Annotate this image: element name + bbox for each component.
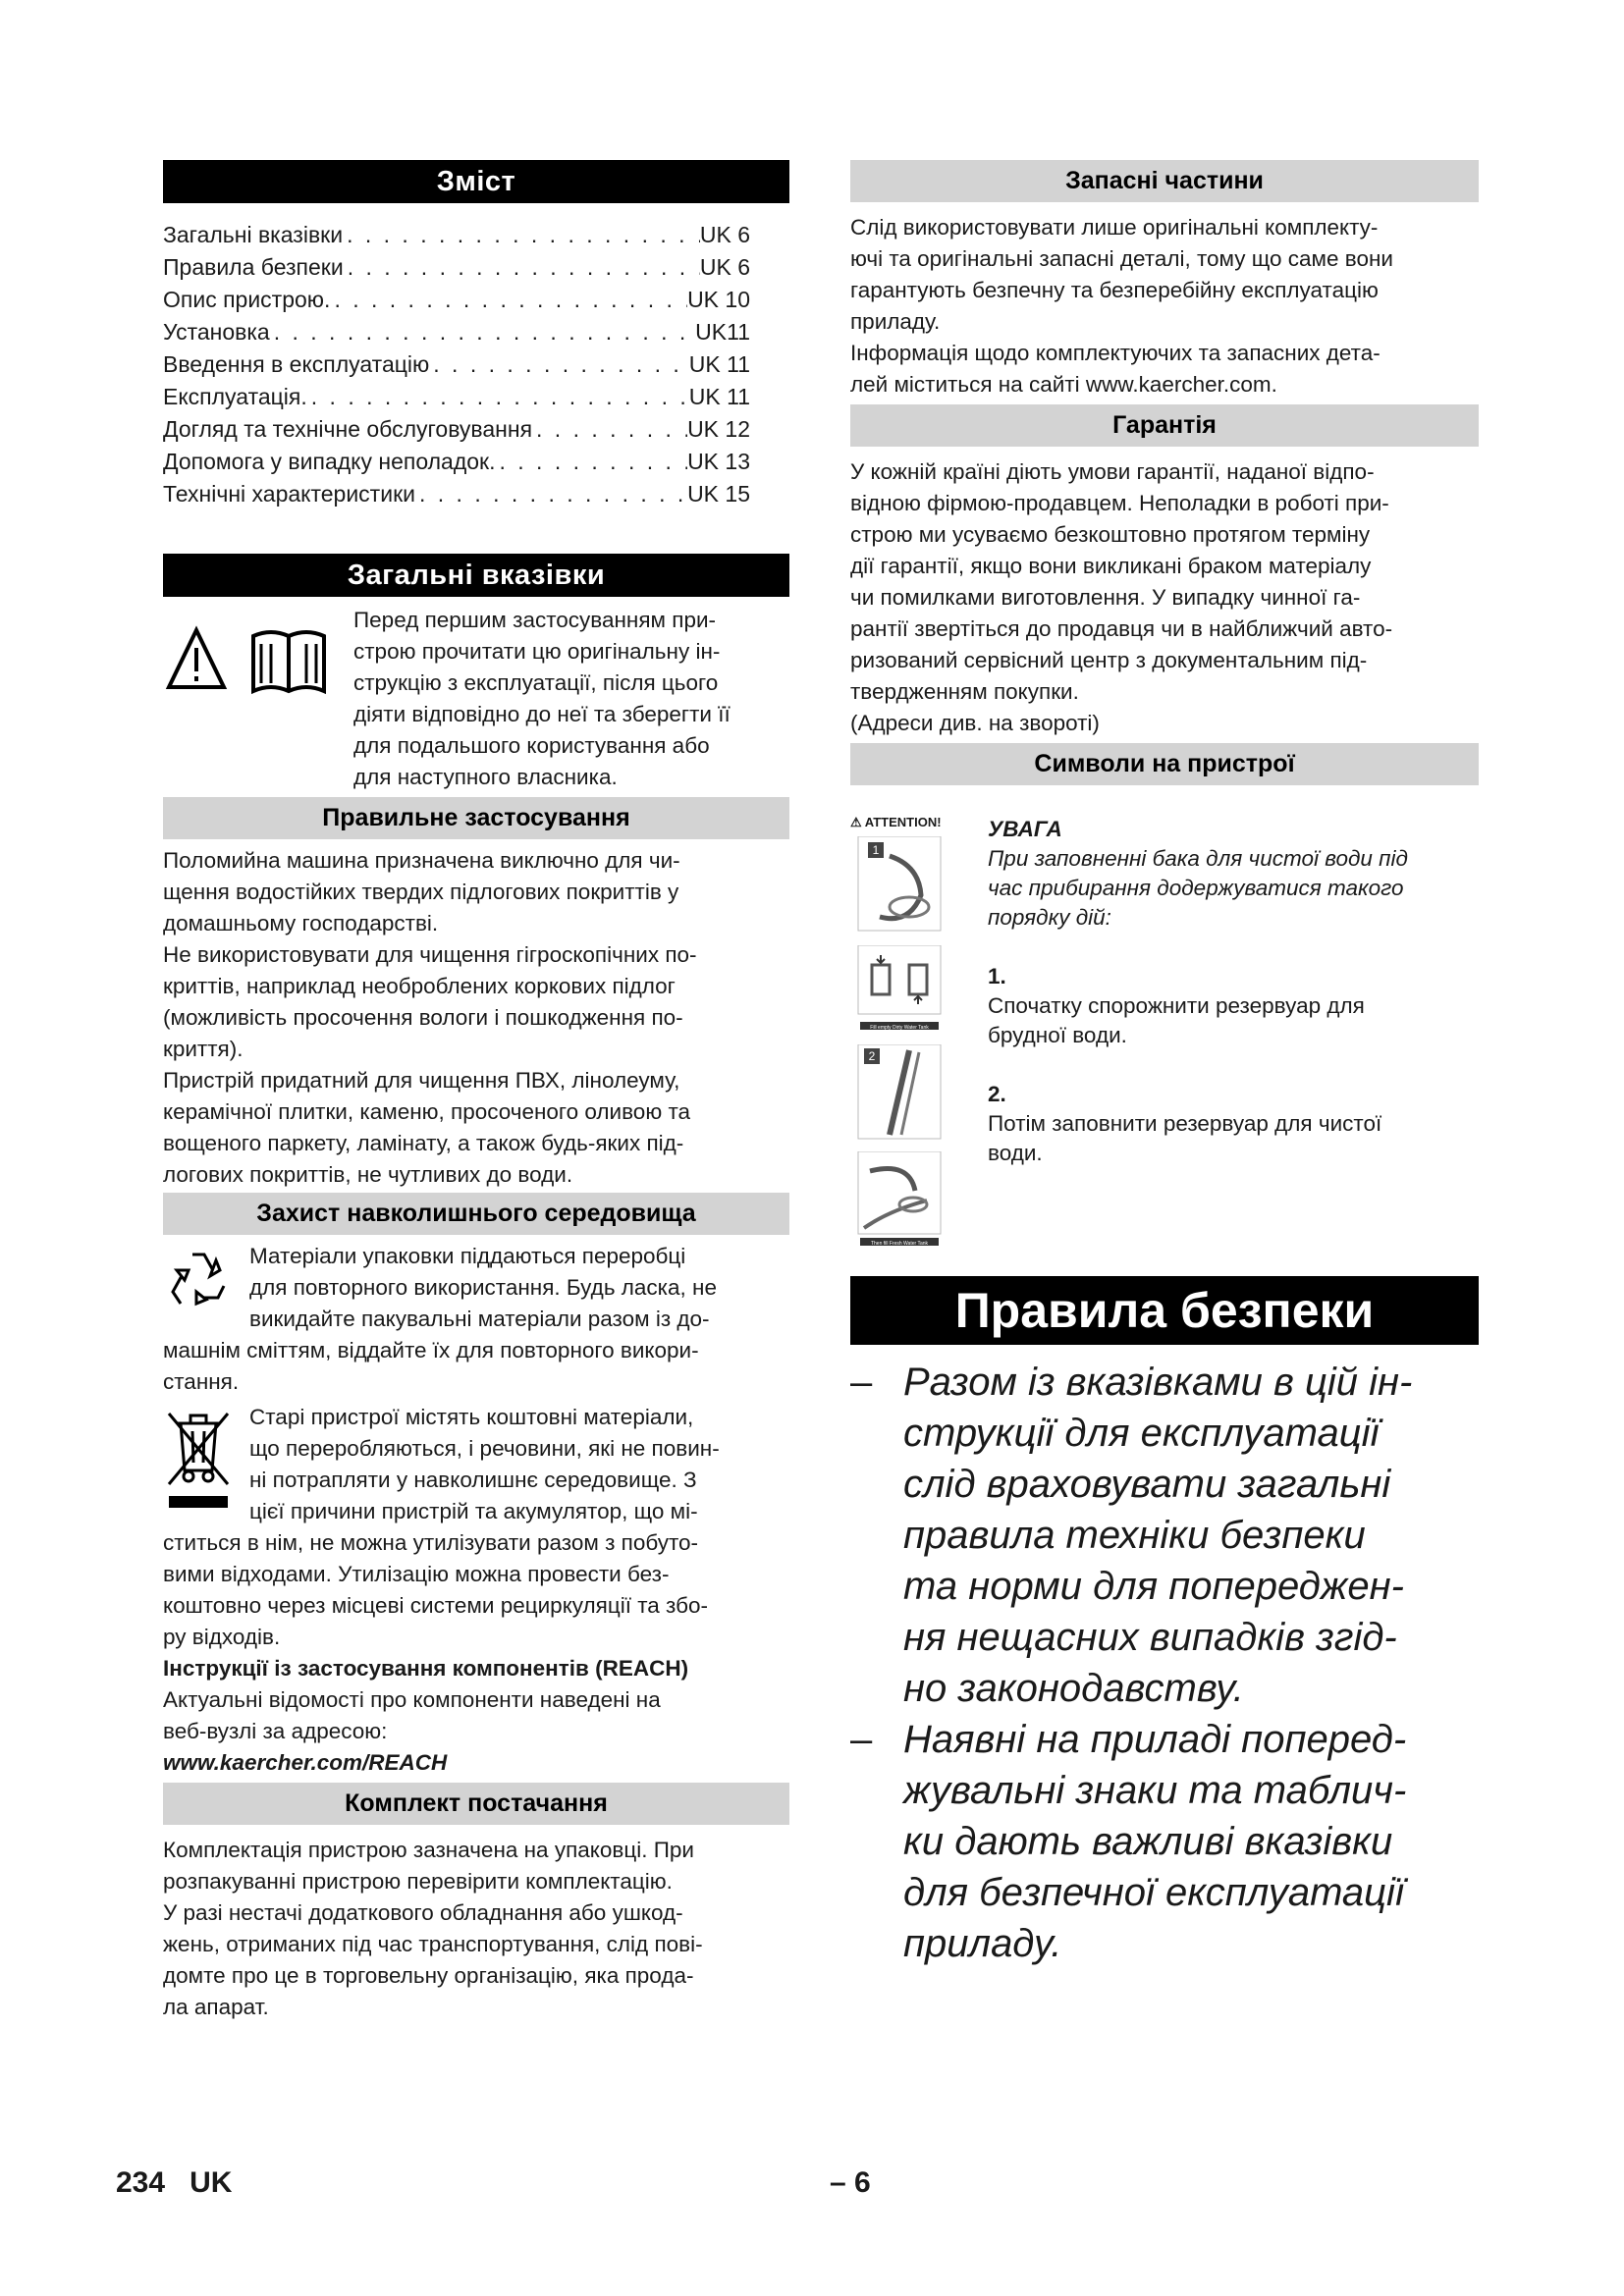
proper-use-text: Поломийна машина призначена виключно для чи- щення водостійких твердих підлогових покриттів у домашньому господарстві. Не використовувати для чищення гігроскопічних по- криттів, наприклад необроблених коркових підлог (можливість просочення вологи і пошкодження по- криття). Пристрій придатний для чищення ПВХ, лінолеуму, керамічної плитки, каменю, просоченого оливою та вощеного паркету, ламінату, а також будь-яких під- логових покриттів, не чутливих до води. xyxy=(163,848,697,1187)
toc-item[interactable]: Введення в експлуатацію . . . UK 11 xyxy=(163,348,750,381)
toc-item[interactable]: Допомога у випадку неполадок. . . . UK 13 xyxy=(163,446,750,478)
safety-list xyxy=(850,1357,1479,1969)
symbols-title: Символи на пристрої xyxy=(850,743,1479,785)
safety-item: – Наявні на приладі поперед- жувальні знаки та таблич- ки дають важливі вказівки для безпечної експлуатації приладу. xyxy=(850,1718,1407,1965)
recycle-block: Матеріали упаковки піддаються переробці для повторного використання. Будь ласка, не викидайте пакувальні матеріали разом із до- xyxy=(163,1241,789,1335)
step2-fresh-tank-image xyxy=(850,1044,948,1143)
toc-item[interactable]: Правила безпеки . . . UK 6 xyxy=(163,251,750,284)
notice-icons xyxy=(163,605,353,793)
reach-url-link[interactable]: www.kaercher.com/REACH xyxy=(163,1750,448,1775)
warning-title: УВАГА xyxy=(988,817,1062,841)
environment-title: Захист навколишнього середовища xyxy=(163,1193,789,1235)
toc-item[interactable]: Загальні вказівки . . . UK 6 xyxy=(163,219,750,251)
symbols-block xyxy=(850,815,1479,1255)
fresh-tank-fill-image xyxy=(850,1151,948,1250)
warranty-title: Гарантія xyxy=(850,404,1479,447)
symbols-text: УВАГА При заповненні бака для чистої води під час прибирання додержуватися такого порядку дій: 1. Спочатку спорожнити резервуар для брудної води. 2. Потім заповнити резервуар для чистої води. xyxy=(948,815,1479,1255)
left-column xyxy=(163,160,789,2023)
proper-use-title: Правильне застосування xyxy=(163,797,789,839)
toc-item[interactable]: Установка . . . UK11 xyxy=(163,316,750,348)
environment-text: Матеріали упаковки піддаються переробці для повторного використання. Будь ласка, не викидайте пакувальні матеріали разом із до- машнім сміттям, віддайте їх для повторного викори- стання. Старі пристрої містять коштовні матеріали, що переробляються, і речовини, які не повин- ні потрапляти у навколишнє середовище. З цієї причини пристрій та акумулятор, що мі- ститься в нім, не можна утилізувати разом з побуто- вими відходами. Утилізацію можна провести без- коштовно через місцеві системи рециркуляції та збо- ру відходів. Інструкції із застосування компонентів (REACH) Актуальні відомості про компоненти наведені на веб-вузлі за адресою: www.kaercher.com/REACH xyxy=(163,1241,789,1779)
safety-item: – Разом із вказівками в цій ін- струкції для експлуатації слід враховувати загальні правила техніки безпеки та норми для попереджен- ня нещасних випадків згід- но законодавству. xyxy=(850,1361,1413,1710)
right-column xyxy=(850,160,1479,1969)
crossed-bin-icon xyxy=(163,1406,234,1514)
general-notice: Перед першим застосуванням при- строю прочитати цю оригінальну ін- струкцію з експлуатації, після цього діяти відповідно до неї та зберегти її для подальшого користування або для наступного власника. xyxy=(163,605,789,793)
recycle-icon xyxy=(163,1247,234,1317)
warranty-text: У кожній країні діють умови гарантії, наданої відпо- відною фірмою-продавцем. Неполадки в роботі при- строю ми усуваємо безкоштовно протягом терміну дії гарантії, якщо вони викликані браком матеріалу чи помилками виготовлення. У випадку чинної га- рантії звертіться до продавця чи в найближчий авто- ризований сервісний центр з документальним під- твердженням покупки. (Адреси див. на звороті) xyxy=(850,459,1393,735)
toc-item[interactable]: Експлуатація. . . . UK 11 xyxy=(163,381,750,413)
general-title: Загальні вказівки xyxy=(163,554,789,597)
table-of-contents xyxy=(163,219,750,510)
step1-dirty-tank-image xyxy=(850,836,948,934)
spare-parts-text: Слід використовувати лише оригінальні комплекту- ючі та оригінальні запасні деталі, тому що саме вони гарантують безпечну та безперебійну експлуатацію приладу. Інформація щодо комплектуючих та запасних дета- лей міститься на сайті www.kaercher.com. xyxy=(850,215,1393,397)
delivery-text: Комплектація пристрою зазначена на упаковці. При розпакуванні пристрою перевірити комплектацію. У разі нестачі додаткового обладнання або ушкод- жень, отриманих під час транспортування, слід пові- домте про це в торговельну організацію, яка прода- ла апарат. xyxy=(163,1838,703,2019)
page-number: 234 UK xyxy=(116,2166,233,2199)
attention-label: ⚠ ATTENTION! xyxy=(850,815,942,829)
dirty-tank-arrows-image xyxy=(850,945,948,1034)
delivery-title: Комплект постачання xyxy=(163,1783,789,1825)
toc-item[interactable]: Технічні характеристики . . . UK 15 xyxy=(163,478,750,510)
warning-manual-icon xyxy=(163,622,340,701)
svg-text:Then fill Fresh Water Tank: Then fill Fresh Water Tank xyxy=(870,1241,929,1247)
spare-parts-title: Запасні частини xyxy=(850,160,1479,202)
toc-title: Зміст xyxy=(163,160,789,203)
toc-item[interactable]: Опис пристрою. . . . UK 10 xyxy=(163,284,750,316)
section-page: – 6 xyxy=(830,2166,871,2199)
svg-text:2: 2 xyxy=(868,1049,876,1063)
weee-block: Старі пристрої містять коштовні матеріали, що переробляються, і речовини, які не повин- ні потрапляти у навколишнє середовище. З цієї причини пристрій та акумулятор, що мі- xyxy=(163,1402,789,1527)
svg-text:1: 1 xyxy=(872,843,880,857)
reach-title: Інструкції із застосування компонентів (REACH) xyxy=(163,1656,689,1681)
safety-title: Правила безпеки xyxy=(850,1276,1479,1345)
device-symbol-images xyxy=(850,815,948,1255)
svg-text:Fill empty Dirty Water Tank: Fill empty Dirty Water Tank xyxy=(870,1025,929,1031)
toc-item[interactable]: Догляд та технічне обслуговування . . . UK 12 xyxy=(163,413,750,446)
